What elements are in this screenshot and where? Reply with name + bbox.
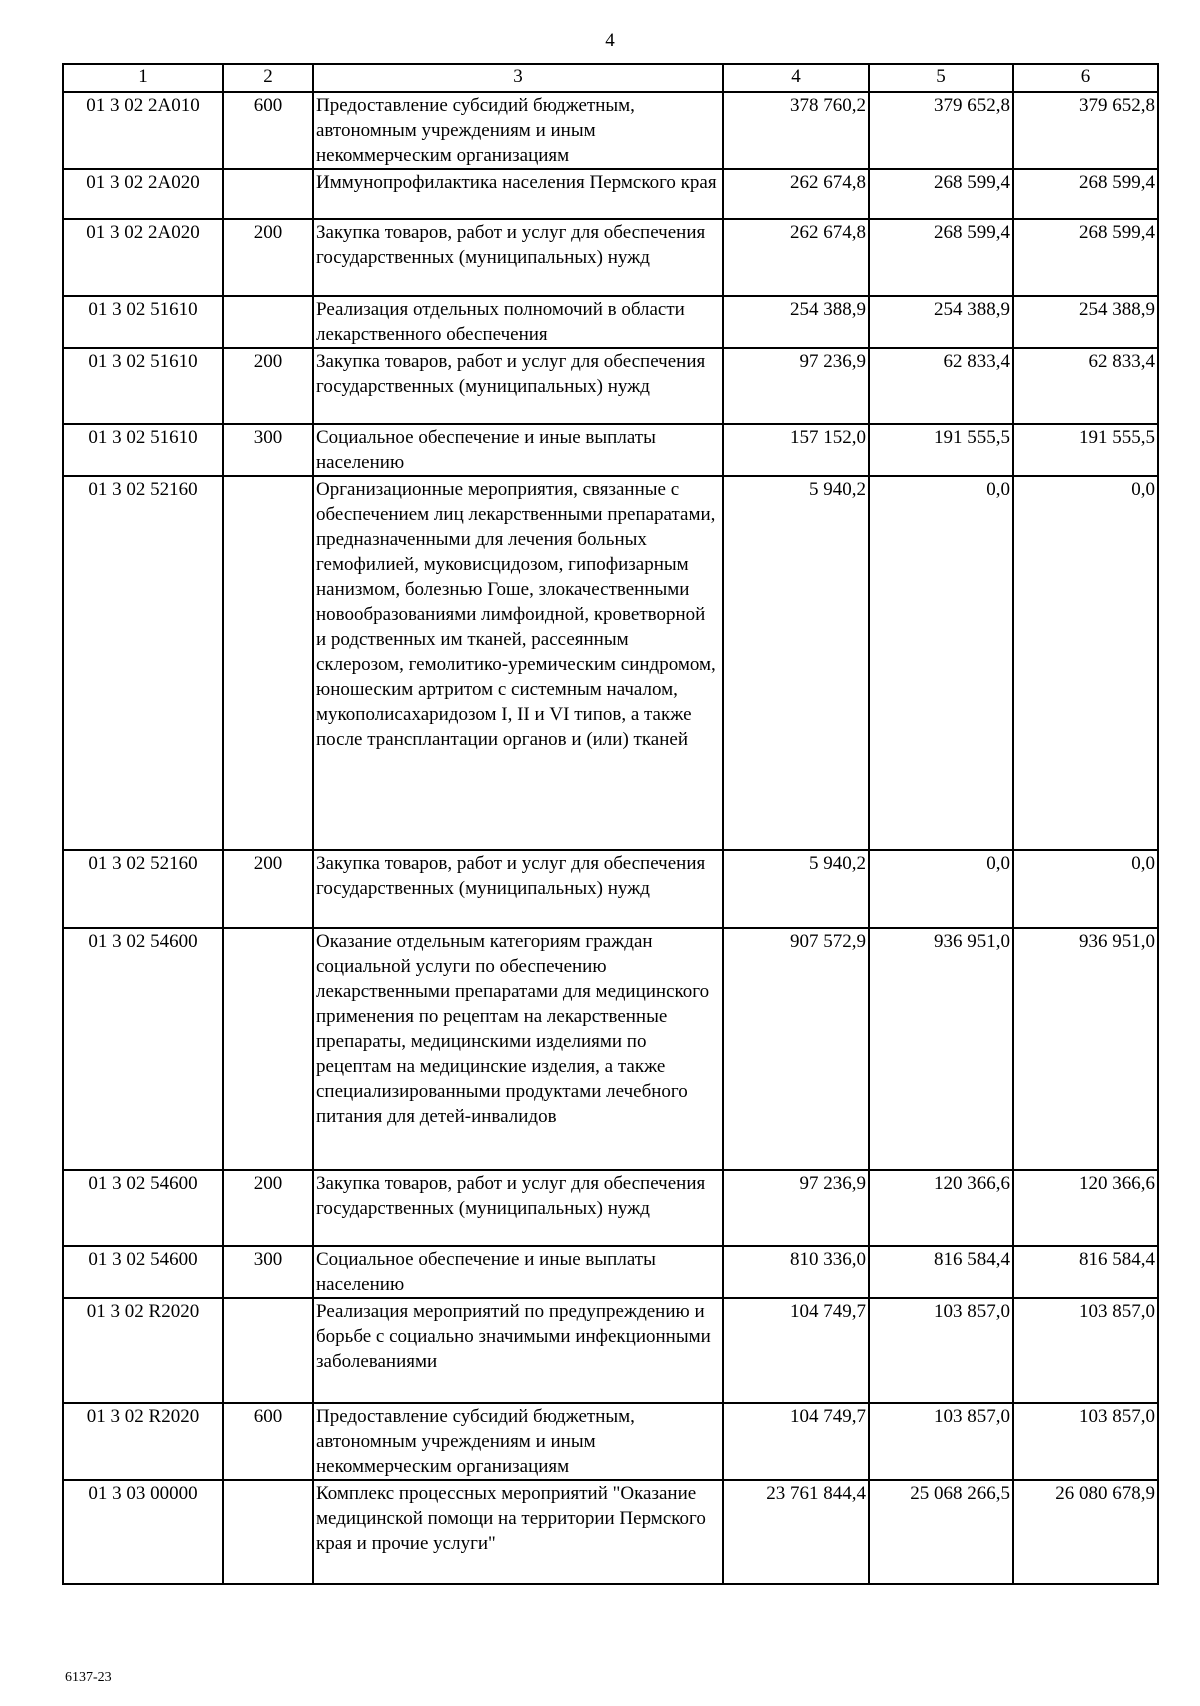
- target-code-cell: 01 3 03 00000: [63, 1480, 223, 1584]
- document-id: 6137-23: [65, 1670, 112, 1685]
- expense-type-cell: [223, 169, 313, 219]
- amount-year3-cell: 26 080 678,9: [1013, 1480, 1158, 1584]
- column-header: 4: [723, 64, 869, 92]
- amount-year1-cell: 810 336,0: [723, 1246, 869, 1298]
- column-header: 5: [869, 64, 1013, 92]
- amount-year3-cell: 62 833,4: [1013, 348, 1158, 424]
- expense-type-cell: 200: [223, 219, 313, 296]
- amount-year3-cell: 268 599,4: [1013, 169, 1158, 219]
- table-row: [63, 92, 1158, 169]
- amount-year1-cell: 5 940,2: [723, 476, 869, 850]
- table-row: [63, 1403, 1158, 1480]
- amount-year2-cell: 120 366,6: [869, 1170, 1013, 1246]
- column-header: 2: [223, 64, 313, 92]
- amount-year2-cell: 379 652,8: [869, 92, 1013, 169]
- amount-year2-cell: 0,0: [869, 476, 1013, 850]
- expense-type-cell: 200: [223, 348, 313, 424]
- amount-year2-cell: 816 584,4: [869, 1246, 1013, 1298]
- amount-year2-cell: 191 555,5: [869, 424, 1013, 476]
- description-cell: Предоставление субсидий бюджетным, автономным учреждениям и иным некоммерческим организациям: [313, 92, 723, 169]
- table-row: [63, 424, 1158, 476]
- amount-year1-cell: 378 760,2: [723, 92, 869, 169]
- expense-type-cell: [223, 1480, 313, 1584]
- target-code-cell: 01 3 02 2A010: [63, 92, 223, 169]
- table-row: [63, 348, 1158, 424]
- page-number: 4: [605, 30, 615, 51]
- description-cell: Закупка товаров, работ и услуг для обеспечения государственных (муниципальных) нужд: [313, 850, 723, 928]
- table-row: [63, 1480, 1158, 1584]
- description-cell: Оказание отдельным категориям граждан социальной услуги по обеспечению лекарственными препаратами для медицинского применения по рецептам на лекарственные препараты, медицинскими изделиями по рецептам на медицинские изделия, а также специализированными продуктами лечебного питания для детей-инвалидов: [313, 928, 723, 1170]
- description-cell: Иммунопрофилактика населения Пермского края: [313, 169, 723, 219]
- target-code-cell: 01 3 02 2A020: [63, 219, 223, 296]
- amount-year1-cell: 104 749,7: [723, 1298, 869, 1403]
- expense-type-cell: 300: [223, 424, 313, 476]
- amount-year3-cell: 936 951,0: [1013, 928, 1158, 1170]
- amount-year3-cell: 254 388,9: [1013, 296, 1158, 348]
- amount-year3-cell: 0,0: [1013, 850, 1158, 928]
- amount-year2-cell: 936 951,0: [869, 928, 1013, 1170]
- description-cell: Закупка товаров, работ и услуг для обеспечения государственных (муниципальных) нужд: [313, 348, 723, 424]
- amount-year2-cell: 103 857,0: [869, 1298, 1013, 1403]
- amount-year1-cell: 5 940,2: [723, 850, 869, 928]
- amount-year3-cell: 268 599,4: [1013, 219, 1158, 296]
- amount-year3-cell: 816 584,4: [1013, 1246, 1158, 1298]
- amount-year2-cell: 103 857,0: [869, 1403, 1013, 1480]
- amount-year2-cell: 62 833,4: [869, 348, 1013, 424]
- target-code-cell: 01 3 02 R2020: [63, 1403, 223, 1480]
- description-cell: Организационные мероприятия, связанные с обеспечением лиц лекарственными препаратами, предназначенными для лечения больных гемофилией, муковисцидозом, гипофизарным нанизмом, болезнью Гоше, злокачественными новообразованиями лимфоидной, кроветворной и родственных им тканей, рассеянным склерозом, гемолитико-уремическим синдромом, юношеским артритом с системным началом, мукополисахаридозом I, II и VI типов, а также после трансплантации органов и (или) тканей: [313, 476, 723, 850]
- amount-year2-cell: 25 068 266,5: [869, 1480, 1013, 1584]
- amount-year3-cell: 379 652,8: [1013, 92, 1158, 169]
- amount-year3-cell: 120 366,6: [1013, 1170, 1158, 1246]
- description-cell: Закупка товаров, работ и услуг для обеспечения государственных (муниципальных) нужд: [313, 1170, 723, 1246]
- table-row: [63, 219, 1158, 296]
- description-cell: Предоставление субсидий бюджетным, автономным учреждениям и иным некоммерческим организациям: [313, 1403, 723, 1480]
- amount-year3-cell: 103 857,0: [1013, 1403, 1158, 1480]
- amount-year1-cell: 104 749,7: [723, 1403, 869, 1480]
- column-header: 3: [313, 64, 723, 92]
- table-row: [63, 850, 1158, 928]
- amount-year1-cell: 907 572,9: [723, 928, 869, 1170]
- amount-year3-cell: 191 555,5: [1013, 424, 1158, 476]
- budget-table: [62, 63, 1159, 1585]
- amount-year3-cell: 0,0: [1013, 476, 1158, 850]
- expense-type-cell: 300: [223, 1246, 313, 1298]
- expense-type-cell: 600: [223, 92, 313, 169]
- expense-type-cell: 600: [223, 1403, 313, 1480]
- table-row: [63, 296, 1158, 348]
- target-code-cell: 01 3 02 51610: [63, 424, 223, 476]
- target-code-cell: 01 3 02 2A020: [63, 169, 223, 219]
- table-row: [63, 928, 1158, 1170]
- amount-year1-cell: 262 674,8: [723, 219, 869, 296]
- table-row: [63, 1246, 1158, 1298]
- target-code-cell: 01 3 02 54600: [63, 1170, 223, 1246]
- description-cell: Реализация отдельных полномочий в области лекарственного обеспечения: [313, 296, 723, 348]
- amount-year1-cell: 97 236,9: [723, 1170, 869, 1246]
- table-row: [63, 1298, 1158, 1403]
- amount-year2-cell: 268 599,4: [869, 219, 1013, 296]
- table-header-row: [63, 64, 1158, 92]
- expense-type-cell: 200: [223, 1170, 313, 1246]
- table-row: [63, 1170, 1158, 1246]
- amount-year1-cell: 97 236,9: [723, 348, 869, 424]
- target-code-cell: 01 3 02 51610: [63, 296, 223, 348]
- amount-year2-cell: 254 388,9: [869, 296, 1013, 348]
- amount-year1-cell: 262 674,8: [723, 169, 869, 219]
- amount-year3-cell: 103 857,0: [1013, 1298, 1158, 1403]
- expense-type-cell: [223, 928, 313, 1170]
- expense-type-cell: [223, 296, 313, 348]
- table-row: [63, 476, 1158, 850]
- amount-year1-cell: 23 761 844,4: [723, 1480, 869, 1584]
- description-cell: Комплекс процессных мероприятий "Оказание медицинской помощи на территории Пермского края и прочие услуги": [313, 1480, 723, 1584]
- target-code-cell: 01 3 02 52160: [63, 850, 223, 928]
- description-cell: Социальное обеспечение и иные выплаты населению: [313, 1246, 723, 1298]
- expense-type-cell: 200: [223, 850, 313, 928]
- target-code-cell: 01 3 02 R2020: [63, 1298, 223, 1403]
- description-cell: Социальное обеспечение и иные выплаты населению: [313, 424, 723, 476]
- target-code-cell: 01 3 02 54600: [63, 1246, 223, 1298]
- description-cell: Реализация мероприятий по предупреждению и борьбе с социально значимыми инфекционными заболеваниями: [313, 1298, 723, 1403]
- expense-type-cell: [223, 476, 313, 850]
- description-cell: Закупка товаров, работ и услуг для обеспечения государственных (муниципальных) нужд: [313, 219, 723, 296]
- amount-year1-cell: 157 152,0: [723, 424, 869, 476]
- target-code-cell: 01 3 02 52160: [63, 476, 223, 850]
- amount-year2-cell: 0,0: [869, 850, 1013, 928]
- expense-type-cell: [223, 1298, 313, 1403]
- column-header: 6: [1013, 64, 1158, 92]
- target-code-cell: 01 3 02 51610: [63, 348, 223, 424]
- amount-year1-cell: 254 388,9: [723, 296, 869, 348]
- column-header: 1: [63, 64, 223, 92]
- amount-year2-cell: 268 599,4: [869, 169, 1013, 219]
- table-row: [63, 169, 1158, 219]
- target-code-cell: 01 3 02 54600: [63, 928, 223, 1170]
